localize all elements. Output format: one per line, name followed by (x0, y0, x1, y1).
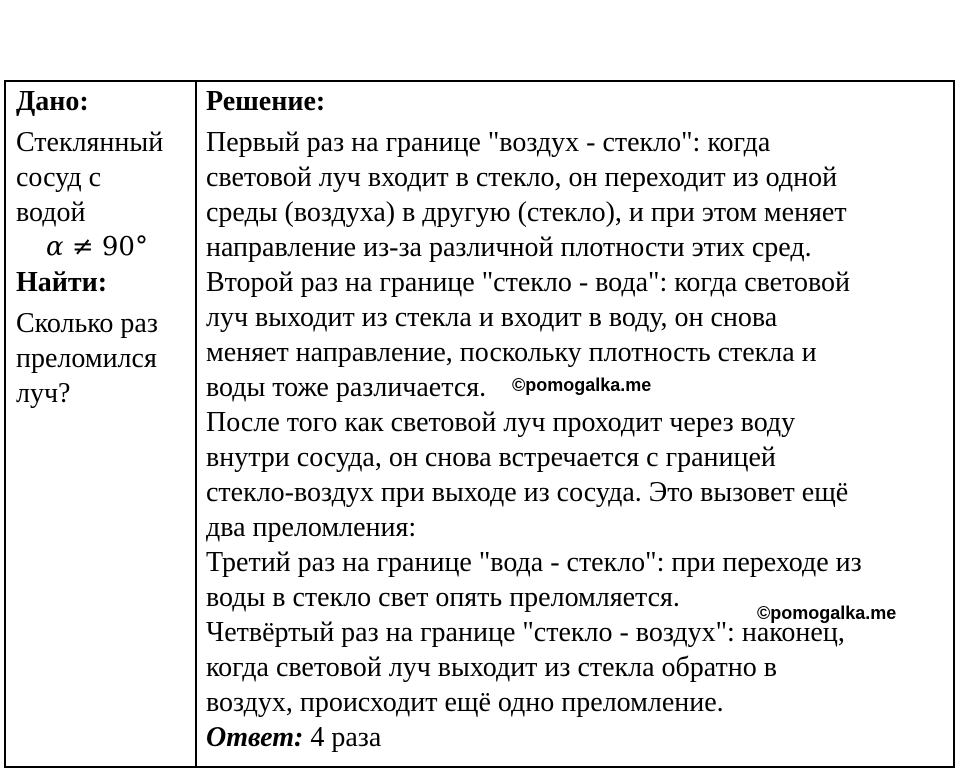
solution-line: стекло-воздух при выходе из сосуда. Это вызовет ещё (206, 477, 849, 508)
solution-line: световой луч входит в стекло, он переходит из одной (206, 162, 838, 193)
solution-line: Третий раз на границе "вода - стекло": при переходе из (206, 547, 862, 578)
answer-line (206, 720, 951, 755)
given-heading: Дано: (16, 86, 89, 117)
watermark-text: ©pomogalka.me (757, 603, 897, 623)
watermark-text: ©pomogalka.me (512, 375, 652, 395)
solution-line: воздух, происходит ещё одно преломление. (206, 687, 724, 718)
solution-heading: Решение: (206, 86, 326, 117)
solution-line: два преломления: (206, 512, 417, 543)
solution-line: меняет направление, поскольку плотность стекла и (206, 337, 817, 368)
solution-line: воды тоже различается. (206, 372, 487, 403)
solution-line: После того как световой луч проходит через воду (206, 407, 796, 438)
angle-condition (16, 230, 188, 265)
solution-line: Второй раз на границе "стекло - вода": когда световой (206, 267, 850, 298)
answer-value: 4 раза (303, 722, 382, 753)
solution-line: когда световой луч выходит из стекла обратно в (206, 652, 777, 683)
alpha-symbol: α (46, 232, 64, 262)
solution-line: Первый раз на границе "воздух - стекло": когда (206, 127, 771, 158)
solution-line: направление из-за различной плотности этих сред. (206, 232, 812, 263)
task-table (4, 80, 955, 768)
find-line: Сколько раз (16, 308, 158, 339)
answer-label: Ответ: (206, 722, 304, 753)
solution-column (206, 84, 951, 755)
solution-line: воды в стекло свет опять преломляется. (206, 582, 680, 613)
given-line: водой (16, 197, 86, 228)
column-divider (195, 82, 197, 766)
given-line: сосуд с (16, 162, 102, 193)
given-line: Стеклянный (16, 127, 164, 158)
find-line: луч? (16, 378, 71, 409)
solution-line: луч выходит из стекла и входит в воду, он снова (206, 302, 778, 333)
given-column (16, 84, 188, 411)
solution-line: Четвёртый раз на границе "стекло - воздух": наконец, (206, 617, 845, 648)
solution-line: среды (воздуха) в другую (стекло), и при этом меняет (206, 197, 847, 228)
angle-condition-rest: ≠ 90° (63, 232, 148, 262)
find-heading: Найти: (16, 267, 108, 298)
solution-line: внутри сосуда, он снова встречается с границей (206, 442, 776, 473)
find-line: преломился (16, 343, 157, 374)
